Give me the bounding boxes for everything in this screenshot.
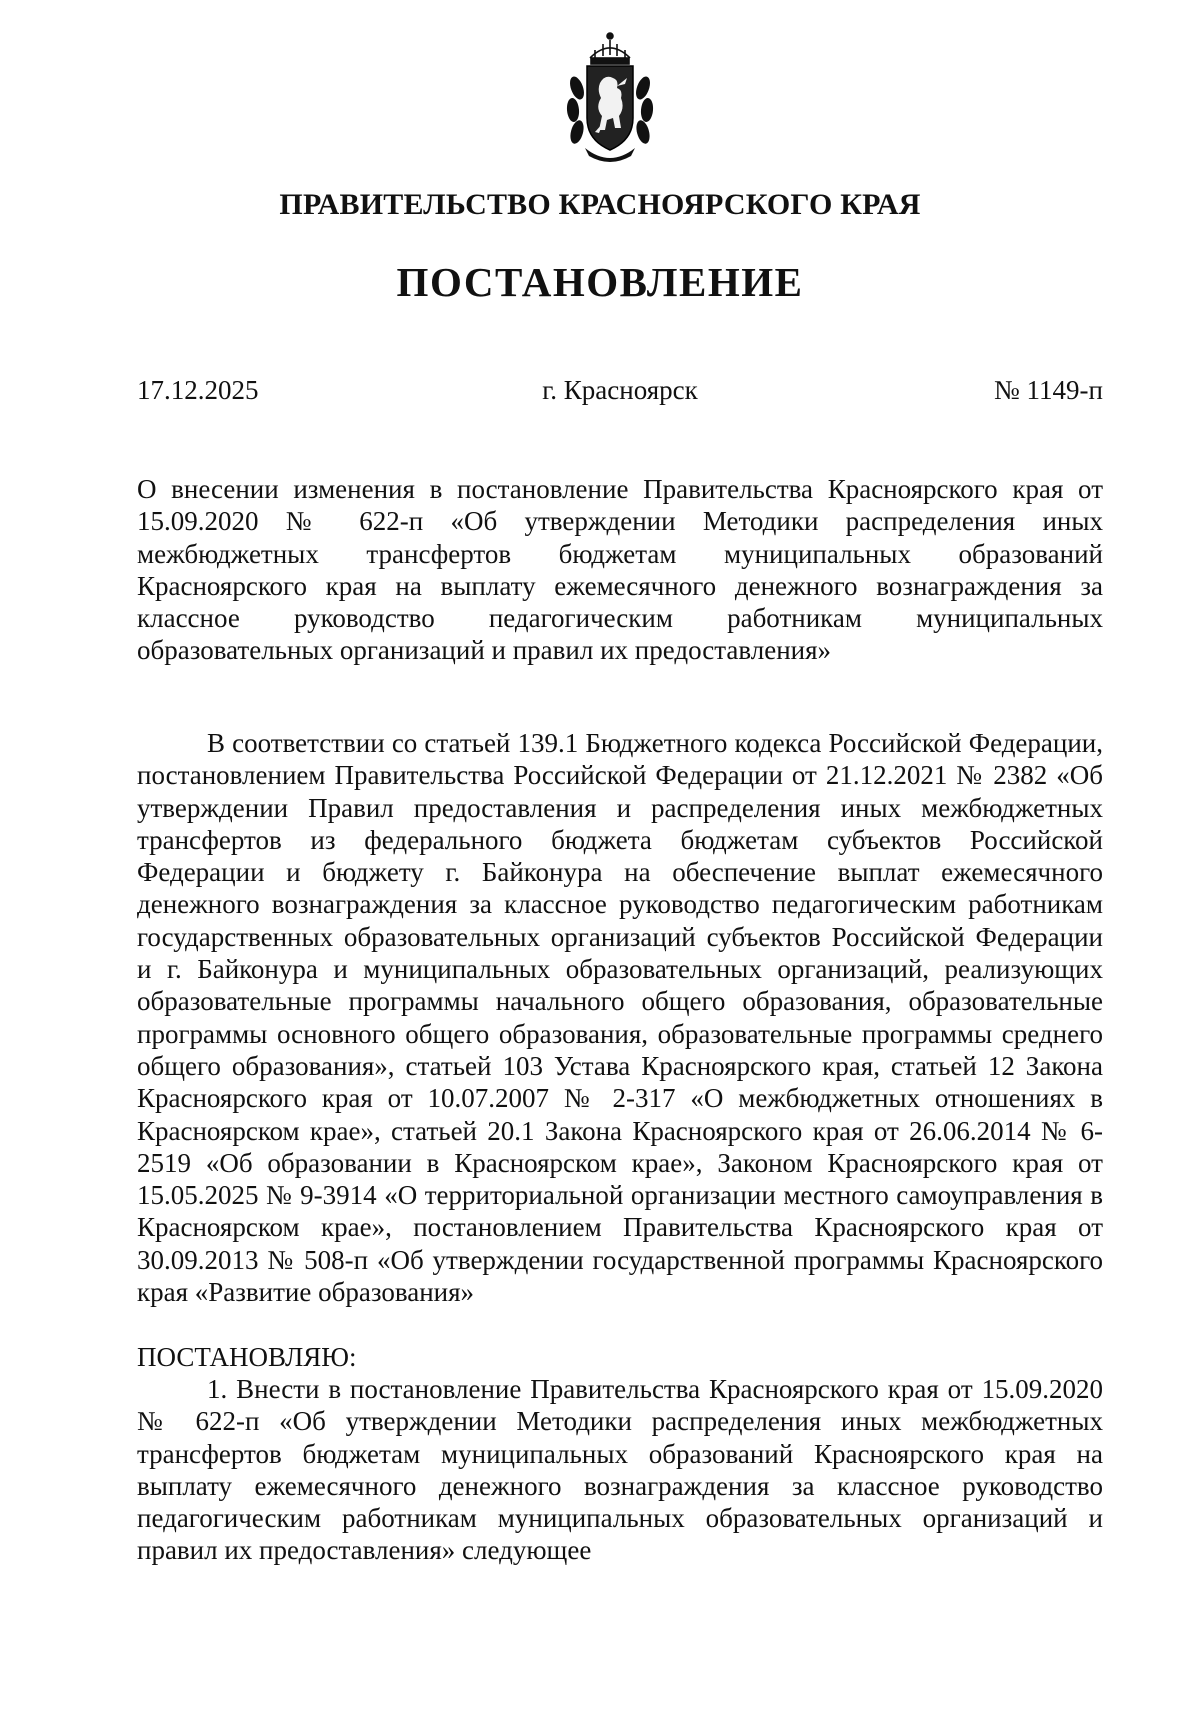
decree-word: ПОСТАНОВЛЯЮ: <box>137 1342 357 1372</box>
document-date: 17.12.2025 <box>137 375 259 405</box>
document-number: № 1149-п <box>994 375 1103 405</box>
document-preamble: В соответствии со статьей 139.1 Бюджетного кодекса Российской Федерации, постановлением Правительства Российской Федерации от 21.12.2021 № 2382 «Об утверждении Правил предоставления и распределения иных межбюджетных трансфертов из федерального бюджета бюджетам субъектов Российской Федерации и бюджету г. Байконура на обеспечение выплат ежемесячного денежного вознаграждения за классное руководство педагогическим работникам государственных образовательных организаций субъектов Российской Федерации и г. Байконура и муниципальных образовательных организаций, реализующих образовательные программы начального общего образования, образовательные программы основного общего образования, образовательные программы среднего общего образования», статьей 103 Устава Красноярского края, статьей 12 Закона Красноярского края от 10.07.2007 № 2-317 «О межбюджетных отношениях в Красноярском крае», статьей 20.1 Закона Красноярского края от 26.06.2014 № 6-2519 «Об образовании в Красноярском крае», Законом Красноярского края от 15.05.2025 № 9-3914 «О территориальной организации местного самоуправления в Красноярском крае», постановлением Правительства Красноярского края от 30.09.2013 № 508-п «Об утверждении государственной программы Красноярского края «Развитие образования» <box>137 728 1103 1308</box>
document-type-title: ПОСТАНОВЛЕНИЕ <box>396 259 804 305</box>
organization-title: ПРАВИТЕЛЬСТВО КРАСНОЯРСКОГО КРАЯ <box>279 188 921 221</box>
document-meta-row <box>137 375 1103 411</box>
coat-of-arms-icon <box>555 28 665 168</box>
decree-item-1: 1. Внести в постановление Правительства Красноярского края от 15.09.2020 № 622-п «Об утверждении Методики распределения иных межбюджетных трансфертов бюджетам муниципальных образований Красноярского края на выплату ежемесячного денежного вознаграждения за классное руководство педагогическим работникам муниципальных образовательных организаций и правил их предоставления» следующее <box>137 1374 1103 1566</box>
document-subject: О внесении изменения в постановление Правительства Красноярского края от 15.09.2020 № 622-п «Об утверждении Методики распределения иных межбюджетных трансфертов бюджетам муниципальных образований Красноярского края на выплату ежемесячного денежного вознаграждения за классное руководство педагогическим работникам муниципальных образовательных организаций и правил их предоставления» <box>137 474 1103 666</box>
document-city: г. Красноярск <box>542 375 698 405</box>
